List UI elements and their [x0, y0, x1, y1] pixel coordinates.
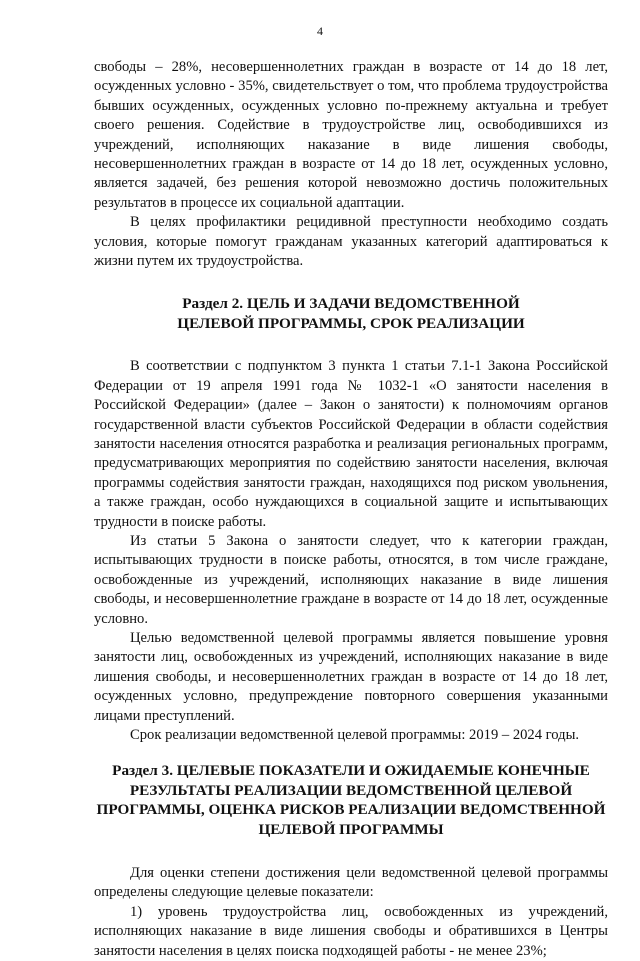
- paragraph: В целях профилактики рецидивной преступности необходимо создать условия, которые помогут гражданам указанных категорий адаптироваться к жизни путем их трудоустройства.: [94, 214, 608, 270]
- heading-line: ЦЕЛЕВОЙ ПРОГРАММЫ, СРОК РЕАЛИЗАЦИИ: [177, 314, 525, 332]
- paragraph: В соответствии с подпунктом 3 пункта 1 статьи 7.1-1 Закона Российской Федерации от 19 апреля 1991 года № 1032-1 «О занятости населения в Российской Федерации» (далее – Закон о занятости) к полномочиям органов государственной власти субъектов Российской Федерации в области содействия занятости населения относятся разработка и реализация региональных программ, предусматривающих мероприятия по содействию занятости населения, включая программы содействия занятости граждан, находящихся под риском увольнения, а также граждан, особо нуждающихся в социальной защите и испытывающих трудности в поиске работы.: [94, 358, 608, 530]
- document-body: [94, 58, 608, 961]
- paragraph: Для оценки степени достижения цели ведомственной целевой программы определены следующие целевые показатели:: [94, 865, 608, 901]
- paragraph: 1) уровень трудоустройства лиц, освобожденных из учреждений, исполняющих наказание в виде лишения свободы и обратившихся в Центры занятости населения в целях поиска подходящей работы - не менее 23%;: [94, 903, 608, 959]
- paragraph: свободы – 28%, несовершеннолетних граждан в возрасте от 14 до 18 лет, осужденных условно - 35%, свидетельствует о том, что проблема трудоустройства бывших осужденных, осужденных условно по-прежнему актуальна и требует своего решения. Содействие в трудоустройстве лиц, освободившихся из учреждений, исполняющих наказание в виде лишения свободы, несовершеннолетних граждан в возрасте от 14 до 18 лет, осужденных условно, является задачей, без решения которой невозможно достичь положительных результатов в процессе их социальной адаптации.: [94, 59, 608, 211]
- page-number: 4: [317, 24, 323, 38]
- heading-line: ПРОГРАММЫ, ОЦЕНКА РИСКОВ РЕАЛИЗАЦИИ ВЕДОМСТВЕННОЙ: [96, 801, 606, 819]
- section-2-heading: [94, 294, 608, 333]
- heading-line: ЦЕЛЕВОЙ ПРОГРАММЫ: [258, 820, 444, 838]
- paragraph: Из статьи 5 Закона о занятости следует, что к категории граждан, испытывающих трудности в поиске работы, относятся, в том числе граждане, освобожденные из учреждений, исполняющих наказание в виде лишения свободы, и несовершеннолетние граждане в возрасте от 14 до 18 лет, осужденные условно.: [94, 532, 608, 627]
- paragraph: Целью ведомственной целевой программы является повышение уровня занятости лиц, освобожденных из учреждений, исполняющих наказание в виде лишения свободы, и несовершеннолетних граждан в возрасте от 14 до 18 лет, осужденных условно, предупреждение повторного совершения указанными лицами преступлений.: [94, 629, 608, 724]
- section-3-heading: [94, 761, 608, 839]
- heading-line: Раздел 2. ЦЕЛЬ И ЗАДАЧИ ВЕДОМСТВЕННОЙ: [182, 295, 520, 313]
- heading-line: Раздел 3. ЦЕЛЕВЫЕ ПОКАЗАТЕЛИ И ОЖИДАЕМЫЕ КОНЕЧНЫЕ: [112, 762, 590, 780]
- heading-line: РЕЗУЛЬТАТЫ РЕАЛИЗАЦИИ ВЕДОМСТВЕННОЙ ЦЕЛЕВОЙ: [129, 781, 573, 799]
- paragraph: Срок реализации ведомственной целевой программы: 2019 – 2024 годы.: [130, 727, 580, 743]
